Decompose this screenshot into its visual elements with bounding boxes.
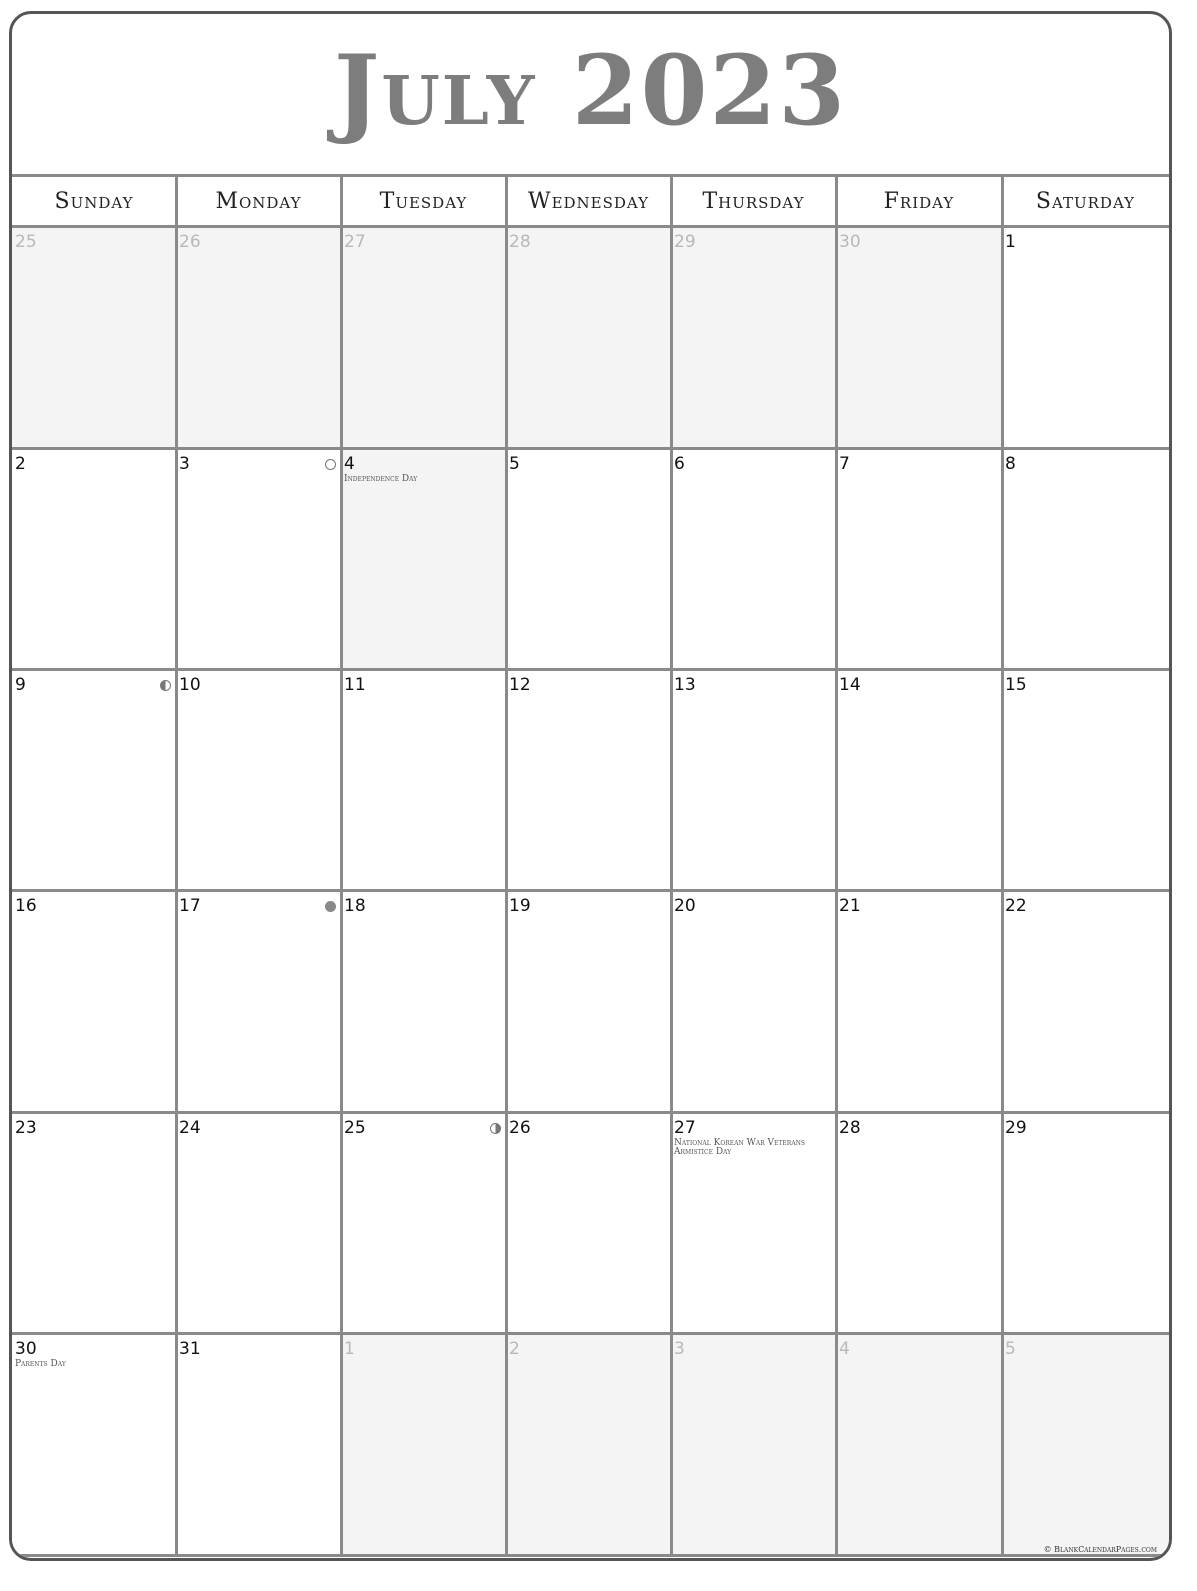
day-number: 9 (15, 675, 26, 695)
day-number: 17 (179, 896, 201, 916)
weekday-header-sunday: Sunday (12, 174, 176, 228)
day-cell[interactable] (12, 892, 176, 1114)
new-moon-icon (325, 901, 336, 912)
day-number: 1 (1005, 232, 1016, 252)
day-number: 12 (509, 675, 531, 695)
day-number: 5 (509, 454, 520, 474)
day-number: 16 (15, 896, 37, 916)
day-cell[interactable] (176, 892, 341, 1114)
holiday-note: Independence Day (344, 474, 418, 484)
day-cell[interactable] (506, 450, 671, 671)
day-number: 19 (509, 896, 531, 916)
day-cell[interactable] (671, 450, 836, 671)
day-cell[interactable] (1002, 450, 1169, 671)
day-number: 25 (344, 1118, 366, 1138)
column-divider (670, 174, 673, 1557)
day-cell[interactable] (671, 1335, 836, 1557)
calendar-title (12, 14, 1169, 174)
day-cell[interactable] (836, 1114, 1002, 1335)
day-cell[interactable] (1002, 671, 1169, 892)
copyright-text: © BlankCalendarPages.com (1043, 1545, 1157, 1554)
day-cell[interactable] (836, 671, 1002, 892)
day-number: 15 (1005, 675, 1027, 695)
day-cell[interactable] (836, 228, 1002, 450)
day-number: 30 (15, 1339, 37, 1359)
day-number: 18 (344, 896, 366, 916)
day-cell[interactable] (506, 228, 671, 450)
day-number: 26 (509, 1118, 531, 1138)
day-cell[interactable] (506, 1335, 671, 1557)
column-divider (340, 174, 343, 1557)
day-number: 30 (839, 232, 861, 252)
day-cell[interactable] (1002, 892, 1169, 1114)
day-number: 10 (179, 675, 201, 695)
day-number: 13 (674, 675, 696, 695)
day-cell[interactable] (12, 228, 176, 450)
day-cell[interactable] (341, 450, 506, 671)
day-cell[interactable] (1002, 1335, 1169, 1557)
day-cell[interactable] (671, 892, 836, 1114)
day-cell[interactable] (341, 671, 506, 892)
day-cell[interactable] (671, 228, 836, 450)
day-number: 1 (344, 1339, 355, 1359)
holiday-note: Parents Day (15, 1359, 66, 1369)
day-cell[interactable] (1002, 1114, 1169, 1335)
full-moon-icon (325, 459, 336, 470)
day-number: 26 (179, 232, 201, 252)
weekday-header-wednesday: Wednesday (506, 174, 671, 228)
day-number: 23 (15, 1118, 37, 1138)
day-number: 21 (839, 896, 861, 916)
day-number: 28 (509, 232, 531, 252)
day-number: 28 (839, 1118, 861, 1138)
day-number: 2 (15, 454, 26, 474)
day-cell[interactable] (341, 1335, 506, 1557)
day-cell[interactable] (341, 1114, 506, 1335)
day-number: 5 (1005, 1339, 1016, 1359)
holiday-note: National Korean War Veterans Armistice Day (674, 1138, 806, 1157)
day-cell[interactable] (506, 1114, 671, 1335)
day-number: 11 (344, 675, 366, 695)
day-cell[interactable] (341, 228, 506, 450)
day-number: 4 (344, 454, 355, 474)
day-number: 24 (179, 1118, 201, 1138)
day-number: 7 (839, 454, 850, 474)
day-cell[interactable] (176, 228, 341, 450)
day-number: 3 (179, 454, 190, 474)
day-number: 14 (839, 675, 861, 695)
day-cell[interactable] (12, 450, 176, 671)
weekday-header-friday: Friday (836, 174, 1002, 228)
column-divider (505, 174, 508, 1557)
weekday-header-tuesday: Tuesday (341, 174, 506, 228)
column-divider (175, 174, 178, 1557)
calendar-frame (9, 11, 1172, 1561)
day-cell[interactable] (176, 1114, 341, 1335)
column-divider (835, 174, 838, 1557)
last-quarter-moon-icon (160, 680, 171, 691)
day-number: 31 (179, 1339, 201, 1359)
day-number: 27 (674, 1118, 696, 1138)
day-cell[interactable] (12, 671, 176, 892)
day-cell[interactable] (506, 671, 671, 892)
day-cell[interactable] (836, 1335, 1002, 1557)
title-text: July 2023 (333, 33, 848, 147)
day-cell[interactable] (836, 892, 1002, 1114)
day-number: 4 (839, 1339, 850, 1359)
day-number: 27 (344, 232, 366, 252)
column-divider (1001, 174, 1004, 1557)
day-number: 25 (15, 232, 37, 252)
day-number: 22 (1005, 896, 1027, 916)
day-cell[interactable] (176, 450, 341, 671)
day-cell[interactable] (506, 892, 671, 1114)
weekday-header-saturday: Saturday (1002, 174, 1169, 228)
day-cell[interactable] (341, 892, 506, 1114)
day-number: 6 (674, 454, 685, 474)
day-number: 29 (1005, 1118, 1027, 1138)
day-number: 29 (674, 232, 696, 252)
day-cell[interactable] (12, 1114, 176, 1335)
day-cell[interactable] (836, 450, 1002, 671)
weekday-header-monday: Monday (176, 174, 341, 228)
day-cell[interactable] (671, 1114, 836, 1335)
day-number: 8 (1005, 454, 1016, 474)
day-number: 3 (674, 1339, 685, 1359)
day-cell[interactable] (176, 1335, 341, 1557)
day-cell[interactable] (671, 671, 836, 892)
first-quarter-moon-icon (490, 1123, 501, 1134)
weekday-header-thursday: Thursday (671, 174, 836, 228)
day-cell[interactable] (12, 1335, 176, 1557)
day-number: 20 (674, 896, 696, 916)
day-number: 2 (509, 1339, 520, 1359)
day-cell[interactable] (176, 671, 341, 892)
day-cell[interactable] (1002, 228, 1169, 450)
